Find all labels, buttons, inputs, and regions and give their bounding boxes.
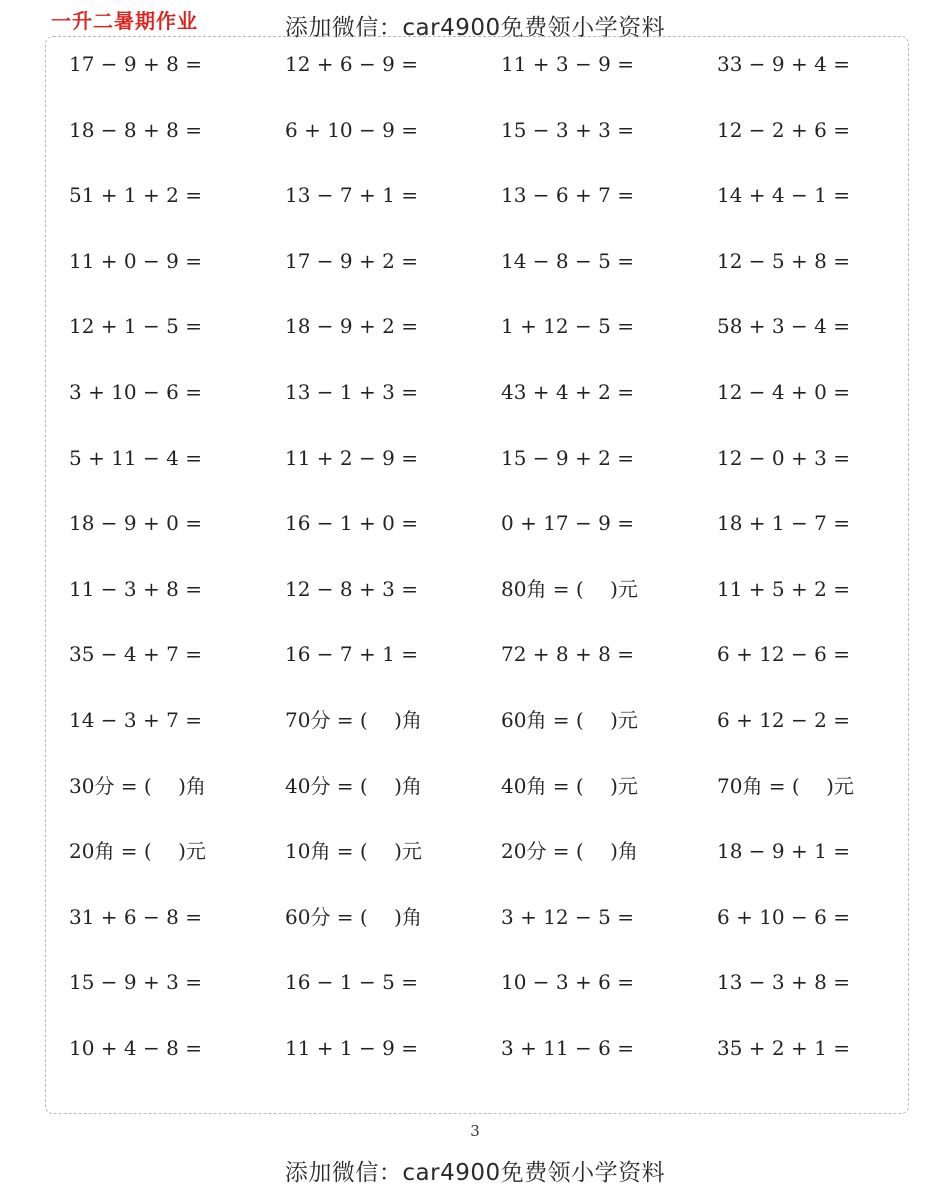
problem-item: 16 − 1 + 0 = bbox=[285, 511, 418, 536]
problem-item: 30分 = ( )角 bbox=[69, 773, 206, 798]
problem-item: 31 + 6 − 8 = bbox=[69, 904, 202, 929]
problem-item: 6 + 10 − 6 = bbox=[717, 904, 850, 929]
problem-item: 40分 = ( )角 bbox=[285, 773, 422, 798]
problem-item: 12 − 2 + 6 = bbox=[717, 117, 850, 142]
problem-item: 18 − 9 + 2 = bbox=[285, 314, 418, 339]
problem-item: 0 + 17 − 9 = bbox=[501, 511, 634, 536]
problem-item: 60角 = ( )元 bbox=[501, 707, 638, 732]
problem-item: 58 + 3 − 4 = bbox=[717, 314, 850, 339]
footer-watermark-banner: 添加微信：car4900免费领小学资料 bbox=[284, 1160, 666, 1186]
problem-item: 80角 = ( )元 bbox=[501, 576, 638, 601]
problem-item: 12 − 0 + 3 = bbox=[717, 445, 850, 470]
problem-item: 20角 = ( )元 bbox=[69, 839, 206, 864]
problem-item: 3 + 12 − 5 = bbox=[501, 904, 634, 929]
problem-item: 10角 = ( )元 bbox=[285, 839, 422, 864]
problem-item: 15 − 9 + 2 = bbox=[501, 445, 634, 470]
problem-item: 10 − 3 + 6 = bbox=[501, 970, 634, 995]
problem-item: 18 + 1 − 7 = bbox=[717, 511, 850, 536]
problem-item: 3 + 11 − 6 = bbox=[501, 1035, 634, 1060]
problem-item: 18 − 8 + 8 = bbox=[69, 117, 202, 142]
problem-item: 17 − 9 + 2 = bbox=[285, 248, 418, 273]
problem-item: 18 − 9 + 0 = bbox=[69, 511, 202, 536]
problem-item: 15 − 3 + 3 = bbox=[501, 117, 634, 142]
problem-item: 11 + 5 + 2 = bbox=[717, 576, 850, 601]
problem-item: 51 + 1 + 2 = bbox=[69, 183, 202, 208]
problem-item: 14 + 4 − 1 = bbox=[717, 183, 850, 208]
problem-item: 12 + 6 − 9 = bbox=[285, 52, 418, 76]
problem-item: 43 + 4 + 2 = bbox=[501, 379, 634, 404]
problem-item: 35 + 2 + 1 = bbox=[717, 1035, 850, 1060]
problem-item: 14 − 8 − 5 = bbox=[501, 248, 634, 273]
problem-item: 12 − 5 + 8 = bbox=[717, 248, 850, 273]
problem-item: 11 + 2 − 9 = bbox=[285, 445, 418, 470]
problem-item: 70分 = ( )角 bbox=[285, 707, 422, 732]
page-number: 3 bbox=[470, 1122, 480, 1140]
header-watermark-banner: 添加微信：car4900免费领小学资料 bbox=[284, 15, 666, 41]
problem-item: 3 + 10 − 6 = bbox=[69, 379, 202, 404]
worksheet-title: 一升二暑期作业 bbox=[51, 9, 198, 33]
problem-item: 6 + 12 − 2 = bbox=[717, 707, 850, 732]
problem-item: 35 − 4 + 7 = bbox=[69, 642, 202, 667]
problem-item: 70角 = ( )元 bbox=[717, 773, 854, 798]
problem-item: 12 + 1 − 5 = bbox=[69, 314, 202, 339]
problem-item: 72 + 8 + 8 = bbox=[501, 642, 634, 667]
problem-item: 18 − 9 + 1 = bbox=[717, 839, 850, 864]
problem-item: 13 − 1 + 3 = bbox=[285, 379, 418, 404]
problem-item: 1 + 12 − 5 = bbox=[501, 314, 634, 339]
problem-item: 12 − 8 + 3 = bbox=[285, 576, 418, 601]
problem-item: 11 + 1 − 9 = bbox=[285, 1035, 418, 1060]
problem-item: 5 + 11 − 4 = bbox=[69, 445, 202, 470]
problem-item: 13 − 6 + 7 = bbox=[501, 183, 634, 208]
problem-item: 40角 = ( )元 bbox=[501, 773, 638, 798]
problem-item: 14 − 3 + 7 = bbox=[69, 707, 202, 732]
problem-item: 13 − 7 + 1 = bbox=[285, 183, 418, 208]
problem-item: 16 − 1 − 5 = bbox=[285, 970, 418, 995]
problem-item: 20分 = ( )角 bbox=[501, 839, 638, 864]
problem-item: 15 − 9 + 3 = bbox=[69, 970, 202, 995]
problem-item: 10 + 4 − 8 = bbox=[69, 1035, 202, 1060]
problem-item: 33 − 9 + 4 = bbox=[717, 52, 850, 76]
problem-item: 11 − 3 + 8 = bbox=[69, 576, 202, 601]
problem-item: 6 + 10 − 9 = bbox=[285, 117, 418, 142]
problem-item: 12 − 4 + 0 = bbox=[717, 379, 850, 404]
problem-item: 6 + 12 − 6 = bbox=[717, 642, 850, 667]
problem-item: 11 + 0 − 9 = bbox=[69, 248, 202, 273]
problem-item: 16 − 7 + 1 = bbox=[285, 642, 418, 667]
problem-item: 13 − 3 + 8 = bbox=[717, 970, 850, 995]
problem-item: 17 − 9 + 8 = bbox=[69, 52, 202, 76]
problem-item: 60分 = ( )角 bbox=[285, 904, 422, 929]
problem-item: 11 + 3 − 9 = bbox=[501, 52, 634, 76]
